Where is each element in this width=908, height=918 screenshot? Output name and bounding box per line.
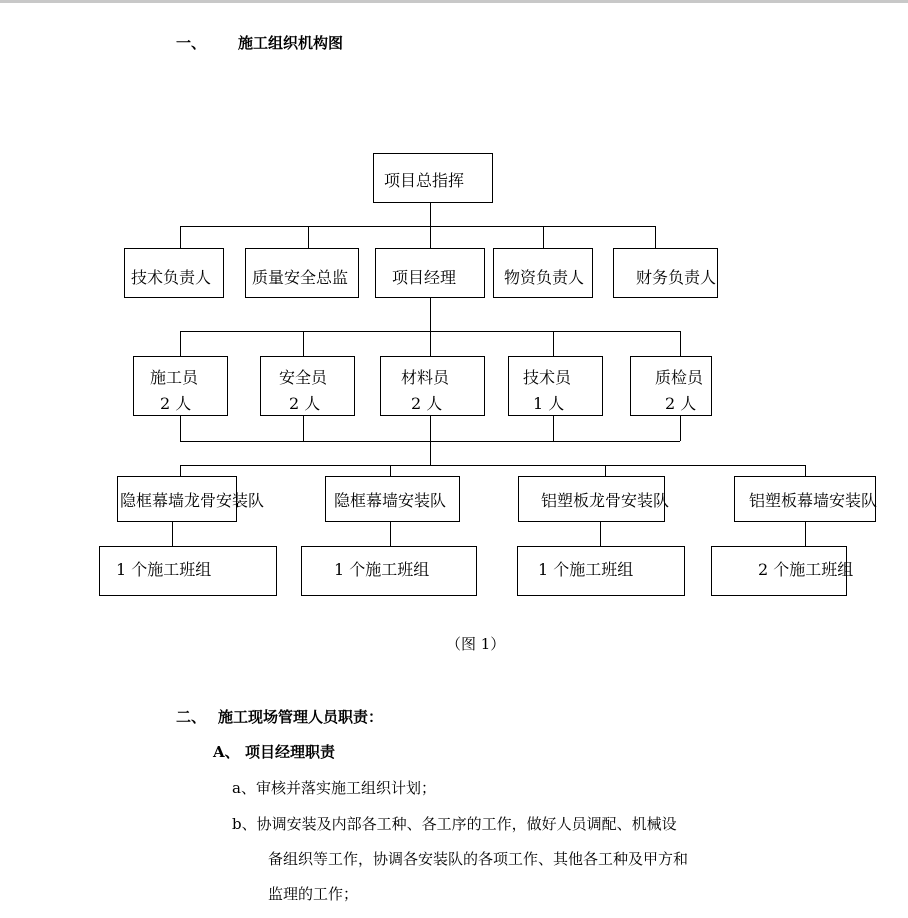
section-1-number: 一、 [176, 34, 207, 52]
org-box-level3 [380, 356, 485, 416]
org-box-label: 项目经理 [392, 268, 457, 287]
org-box-label: 铝塑板龙骨安装队 [541, 491, 670, 510]
org-box-label: 铝塑板幕墙安装队 [749, 491, 878, 510]
org-box-label: 物资负责人 [504, 268, 585, 287]
org-box-label: 项目总指挥 [384, 171, 465, 190]
org-box-team [117, 476, 265, 522]
item-b-continuation: 备组织等工作，协调各安装队的各项工作、其他各工种及甲方和 [268, 850, 689, 868]
org-box-label: 2 个施工班组 [758, 560, 854, 579]
org-box-count: 2 人 [160, 394, 192, 413]
org-box-role: 施工员 [150, 368, 199, 387]
org-box-role: 安全员 [279, 368, 328, 387]
item-text: 审核并落实施工组织计划； [255, 779, 436, 797]
org-box-role: 技术员 [523, 368, 572, 387]
org-box-level3 [260, 356, 355, 416]
item-b-continuation: 监理的工作； [268, 885, 359, 903]
org-box-group [517, 546, 685, 596]
item-text: 协调安装及内部各工种、各工序的工作，做好人员调配、机械设 [256, 815, 677, 833]
section-2-title: 施工现场管理人员职责： [218, 708, 384, 726]
org-box-group [99, 546, 277, 596]
org-box-role: 质检员 [655, 368, 704, 387]
org-box-label: 质量安全总监 [252, 268, 349, 287]
org-box-level3 [133, 356, 228, 416]
org-box-level2 [245, 248, 359, 298]
org-box-label: 财务负责人 [636, 268, 717, 287]
org-box-level3 [630, 356, 712, 416]
org-box-top [373, 153, 493, 203]
org-box-level3 [508, 356, 603, 416]
org-box-label: 1 个施工班组 [116, 560, 212, 579]
item-label: b、 [232, 815, 257, 833]
section-1-title: 施工组织机构图 [238, 34, 344, 52]
org-box-count: 2 人 [289, 394, 321, 413]
org-box-count: 1 人 [533, 394, 565, 413]
subsection-a-title: 项目经理职责 [245, 743, 336, 761]
org-box-level2 [124, 248, 224, 298]
org-box-group [711, 546, 854, 596]
org-box-label: 隐框幕墙龙骨安装队 [120, 491, 265, 510]
org-box-role: 材料员 [401, 368, 450, 387]
item-label: a、 [232, 779, 256, 797]
section-2-number: 二、 [176, 708, 207, 726]
org-box-level2 [375, 248, 485, 298]
org-box-count: 2 人 [665, 394, 697, 413]
subsection-a-heading [213, 741, 336, 762]
page-top-border [0, 0, 908, 3]
org-box-team [518, 476, 670, 522]
item-a [232, 777, 436, 798]
item-b [232, 813, 677, 834]
subsection-a-number: A、 [213, 743, 240, 761]
figure-caption: （图 1） [446, 635, 506, 653]
org-box-label: 技术负责人 [131, 268, 212, 287]
org-box-label: 隐框幕墙安装队 [334, 491, 447, 510]
org-box-label: 1 个施工班组 [538, 560, 634, 579]
org-box-level2 [493, 248, 593, 298]
section-1-heading [176, 32, 344, 53]
org-box-label: 1 个施工班组 [334, 560, 430, 579]
org-box-level2 [613, 248, 718, 298]
org-box-team [734, 476, 876, 522]
org-box-group [301, 546, 477, 596]
org-box-count: 2 人 [411, 394, 443, 413]
section-2-heading [176, 706, 384, 727]
org-box-team [325, 476, 460, 522]
